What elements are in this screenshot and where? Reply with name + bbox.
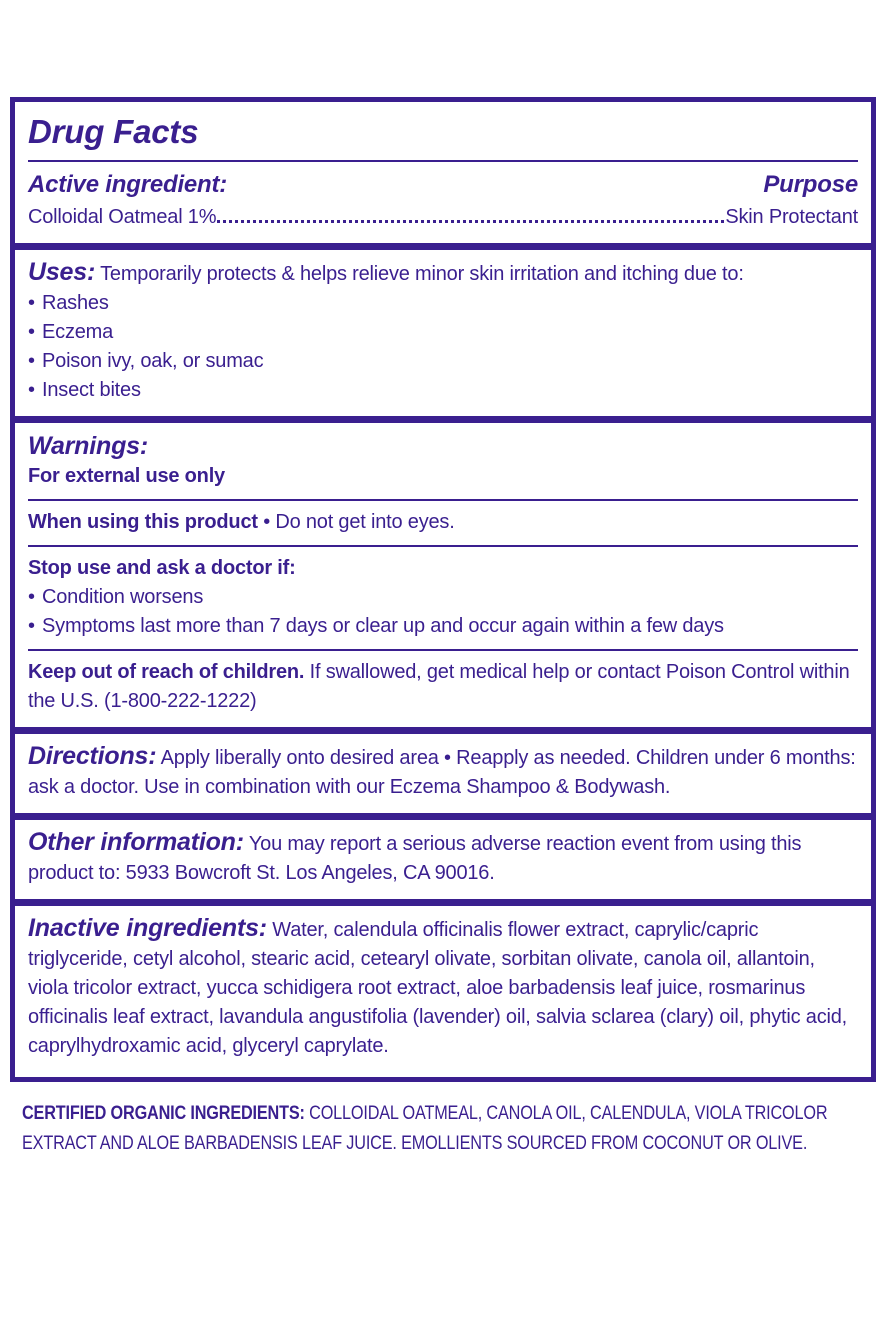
warnings-section: [15, 423, 871, 727]
uses-heading: Uses:: [28, 258, 96, 286]
certified-organic-note: [22, 1099, 868, 1159]
list-item: [28, 289, 858, 318]
active-ingredient-header-row: [28, 170, 858, 200]
bullet-glyph: •: [28, 379, 35, 401]
active-ingredient-row: [28, 203, 858, 232]
warnings-subdivider: [28, 499, 858, 501]
uses-section: [15, 250, 871, 416]
stop-use-bullet-text: Condition worsens: [42, 586, 204, 608]
list-item: [28, 583, 858, 612]
inactive-ingredients-heading: Inactive ingredients:: [28, 914, 267, 942]
warnings-subdivider: [28, 545, 858, 547]
dotted-leader: [217, 220, 724, 223]
section-divider-bar: [15, 416, 871, 423]
other-information-paragraph: [28, 828, 858, 888]
keep-out-note: [28, 658, 858, 716]
bullet-glyph: •: [28, 615, 35, 637]
keep-out-text: If swallowed, get medical help or contact Poison Control within the U.S. (1-800-222-1222): [28, 661, 850, 712]
directions-section: [15, 734, 871, 813]
drug-facts-page: [0, 97, 886, 1159]
purpose-heading: Purpose: [763, 171, 858, 198]
bullet-glyph: •: [28, 586, 35, 608]
drug-facts-box: [10, 97, 876, 1082]
uses-intro-text: Temporarily protects & helps relieve minor skin irritation and itching due to:: [100, 263, 744, 285]
directions-text: Apply liberally onto desired area • Reapply as needed. Children under 6 months: ask a doctor. Use in combination with our Eczema Shampoo & Bodywash.: [28, 747, 856, 798]
certified-organic-label: CERTIFIED ORGANIC INGREDIENTS:: [22, 1103, 305, 1124]
uses-bullet-text: Rashes: [42, 292, 109, 314]
active-ingredient-heading: Active ingredient:: [28, 171, 228, 198]
title-divider: [28, 160, 858, 162]
header-section: [15, 102, 871, 243]
uses-bullet-text: Eczema: [42, 321, 114, 343]
when-using-note: [28, 508, 858, 537]
list-item: [28, 318, 858, 347]
uses-intro: [28, 258, 858, 289]
certified-organic-text: COLLOIDAL OATMEAL, CANOLA OIL, CALENDULA, VIOLA TRICOLOR EXTRACT AND ALOE BARBADENSIS LEAF JUICE. EMOLLIENTS SOURCED FROM COCONUT OR OLIVE.: [22, 1103, 828, 1154]
list-item: [28, 612, 858, 641]
when-using-label: When using this product: [28, 511, 258, 533]
section-divider-bar: [15, 899, 871, 906]
when-using-text: • Do not get into eyes.: [263, 511, 455, 533]
warnings-subdivider: [28, 649, 858, 651]
stop-use-heading: Stop use and ask a doctor if:: [28, 557, 296, 579]
list-item: [28, 347, 858, 376]
list-item: [28, 376, 858, 405]
external-use-note: For external use only: [28, 465, 225, 487]
bullet-glyph: •: [28, 350, 35, 372]
bullet-glyph: •: [28, 321, 35, 343]
directions-heading: Directions:: [28, 742, 157, 770]
uses-bullet-text: Poison ivy, oak, or sumac: [42, 350, 264, 372]
other-information-heading: Other information:: [28, 828, 244, 856]
inactive-ingredients-section: [15, 906, 871, 1077]
purpose-value: Skin Protectant: [725, 206, 858, 228]
stop-use-bullet-text: Symptoms last more than 7 days or clear up and occur again within a few days: [42, 615, 724, 637]
section-divider-bar: [15, 813, 871, 820]
inactive-ingredients-text: Water, calendula officinalis flower extract, caprylic/capric triglyceride, cetyl alcohol, stearic acid, cetearyl olivate, sorbitan olivate, canola oil, allantoin, viola tricolor extract, yucca schidigera root extract, aloe barbadensis leaf juice, rosmarinus officinalis leaf extract, lavandula angustifolia (lavender) oil, salvia sclarea (clary) oil, phytic acid, caprylhydroxamic acid, glyceryl caprylate.: [28, 919, 848, 1057]
inactive-ingredients-paragraph: [28, 914, 858, 1061]
drug-facts-title: Drug Facts: [28, 113, 199, 150]
keep-out-label: Keep out of reach of children.: [28, 661, 305, 683]
warnings-heading: Warnings:: [28, 432, 148, 460]
other-information-text: You may report a serious adverse reaction event from using this product to: 5933 Bowcroft St. Los Angeles, CA 90016.: [28, 833, 802, 884]
section-divider-bar: [15, 727, 871, 734]
active-ingredient-name: Colloidal Oatmeal 1%: [28, 206, 217, 228]
section-divider-bar: [15, 243, 871, 250]
other-information-section: [15, 820, 871, 899]
bullet-glyph: •: [28, 292, 35, 314]
directions-paragraph: [28, 742, 858, 802]
uses-bullet-text: Insect bites: [42, 379, 141, 401]
